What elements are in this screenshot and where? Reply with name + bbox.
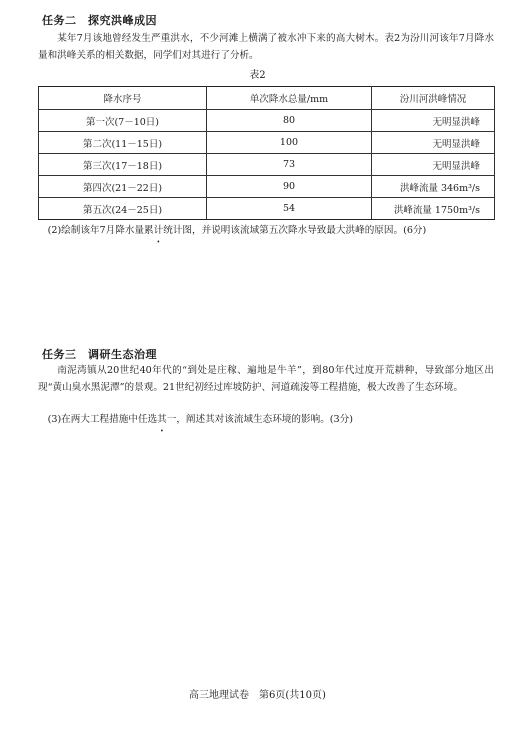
task2-heading: 任务二 探究洪峰成因 (42, 14, 157, 27)
table-cell: 100 (207, 132, 372, 154)
task2-intro: 某年7月该地曾经发生严重洪水，不少河滩上横满了被水冲下来的高大树木。表2为汾川河该年7月降水量和洪峰关系的相关数据，同学们对其进行了分析。 (38, 33, 494, 61)
table-header-row (39, 87, 495, 110)
table-cell: 第三次(17－18日) (39, 154, 207, 176)
table-cell: 第二次(11－15日) (39, 132, 207, 154)
table-row (39, 176, 495, 198)
table-cell: 第一次(7－10日) (39, 110, 207, 132)
table-cell: 第四次(21－22日) (39, 176, 207, 198)
table-cell: 洪峰流量 346m³/s (372, 176, 495, 198)
question-2-text: (2)绘制该年7月降水量 (47, 225, 145, 236)
task3-heading: 任务三 调研生态治理 (42, 348, 157, 361)
table-row (39, 154, 495, 176)
table-row (39, 198, 495, 220)
question-3-text: (3)在两大工程措施中 (47, 414, 138, 425)
header-cell: 汾川河洪峰情况 (372, 87, 495, 110)
table-cell: 第五次(24－25日) (39, 198, 207, 220)
rainfall-flood-table (38, 86, 495, 220)
task3-intro: 南泥湾镇从20世纪40年代的“到处是庄稼、遍地是牛羊”，到80年代过度开荒耕种，导致部分地区出现“黄山臭水黑泥潭”的景观。21世纪初经过库坡防护、河道疏浚等工程措施，极大改善了生态环境。 (38, 365, 494, 393)
question-2-text: 统计图，并说明该流域第五次降水导致最大洪峰的原因。(6分) (163, 225, 427, 236)
table-cell: 无明显洪峰 (372, 154, 495, 176)
table-cell: 80 (207, 110, 372, 132)
table-row (39, 110, 495, 132)
table-caption: 表2 (249, 70, 266, 81)
table-cell: 无明显洪峰 (372, 132, 495, 154)
table-cell: 无明显洪峰 (372, 110, 495, 132)
question-3-text: ，阐述其对该流域生态环境的影响。(3分) (176, 414, 353, 425)
question-3 (38, 411, 494, 428)
emphasis-mark: 任选其一 (137, 414, 177, 425)
table-row (39, 132, 495, 154)
table-cell: 54 (207, 198, 372, 220)
table-cell: 90 (207, 176, 372, 198)
header-cell: 降水序号 (39, 87, 207, 110)
question-2 (38, 222, 494, 239)
page-footer: 高三地理试卷 第6页(共10页) (189, 690, 326, 701)
emphasis-mark: 累计 (144, 225, 164, 236)
table-cell: 洪峰流量 1750m³/s (372, 198, 495, 220)
table-cell: 73 (207, 154, 372, 176)
header-cell: 单次降水总量/mm (207, 87, 372, 110)
